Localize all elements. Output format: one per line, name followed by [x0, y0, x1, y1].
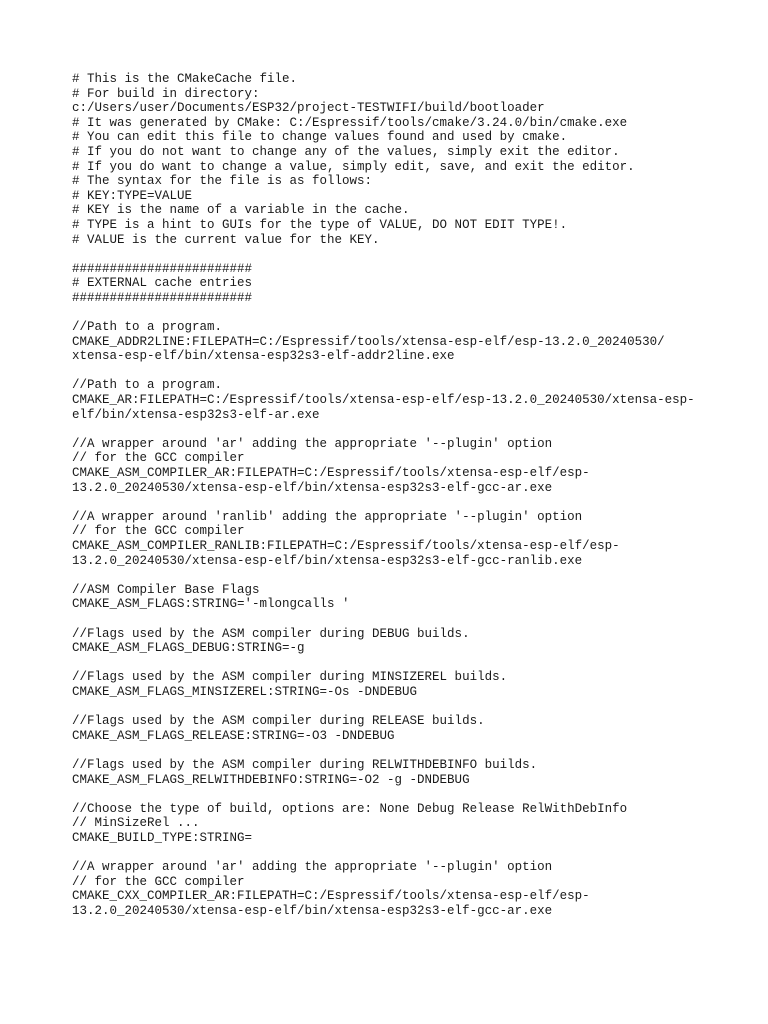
entry-comment: //Path to a program.	[72, 378, 223, 393]
entry-comment: // MinSizeRel ...	[72, 816, 200, 831]
text-line: # KEY:TYPE=VALUE	[72, 188, 193, 203]
entry-comment: // for the GCC compiler	[72, 874, 245, 889]
blank-line	[72, 700, 732, 715]
section-heading: # EXTERNAL cache entries	[72, 276, 253, 291]
entry-value: CMAKE_BUILD_TYPE:STRING=	[72, 830, 253, 845]
text-line: c:/Users/user/Documents/ESP32/project-TESTWIFI/build/bootloader	[72, 101, 545, 116]
entry-value: CMAKE_ASM_FLAGS_RELEASE:STRING=-O3 -DNDEBUG	[72, 728, 395, 743]
text-line: # If you do want to change a value, simply edit, save, and exit the editor.	[72, 159, 635, 174]
section-divider: ########################	[72, 290, 253, 305]
entry-value: CMAKE_ASM_COMPILER_AR:FILEPATH=C:/Espressif/tools/xtensa-esp-elf/esp-	[72, 466, 590, 481]
entry-value: CMAKE_ASM_FLAGS_MINSIZEREL:STRING=-Os -DNDEBUG	[72, 684, 418, 699]
entry-comment: //A wrapper around 'ar' adding the appropriate '--plugin' option	[72, 860, 553, 875]
blank-line	[72, 422, 732, 437]
entry-comment: //Flags used by the ASM compiler during DEBUG builds.	[72, 626, 470, 641]
blank-line	[72, 743, 732, 758]
entry-value: elf/bin/xtensa-esp32s3-elf-ar.exe	[72, 407, 320, 422]
entry-comment: //A wrapper around 'ranlib' adding the appropriate '--plugin' option	[72, 509, 583, 524]
entry-comment: //Flags used by the ASM compiler during RELEASE builds.	[72, 714, 485, 729]
entry-value: CMAKE_AR:FILEPATH=C:/Espressif/tools/xtensa-esp-elf/esp-13.2.0_20240530/xtensa-esp-	[72, 393, 695, 408]
blank-line	[72, 364, 732, 379]
blank-line	[72, 845, 732, 860]
blank-line	[72, 247, 732, 262]
entry-value: CMAKE_ADDR2LINE:FILEPATH=C:/Espressif/tools/xtensa-esp-elf/esp-13.2.0_20240530/	[72, 334, 665, 349]
entry-value: CMAKE_ASM_FLAGS_RELWITHDEBINFO:STRING=-O2 -g -DNDEBUG	[72, 772, 470, 787]
entry-value: 13.2.0_20240530/xtensa-esp-elf/bin/xtensa-esp32s3-elf-gcc-ar.exe	[72, 903, 553, 918]
entry-comment: //ASM Compiler Base Flags	[72, 582, 260, 597]
entry-value: 13.2.0_20240530/xtensa-esp-elf/bin/xtensa-esp32s3-elf-gcc-ar.exe	[72, 480, 553, 495]
entry-comment: //Path to a program.	[72, 320, 223, 335]
blank-line	[72, 656, 732, 671]
text-line: # It was generated by CMake: C:/Espressif/tools/cmake/3.24.0/bin/cmake.exe	[72, 115, 628, 130]
blank-line	[72, 306, 732, 321]
text-line: # You can edit this file to change values found and used by cmake.	[72, 130, 568, 145]
entry-comment: //A wrapper around 'ar' adding the appropriate '--plugin' option	[72, 436, 553, 451]
text-line: # TYPE is a hint to GUIs for the type of VALUE, DO NOT EDIT TYPE!.	[72, 217, 568, 232]
blank-line	[72, 612, 732, 627]
entry-comment: //Flags used by the ASM compiler during RELWITHDEBINFO builds.	[72, 757, 538, 772]
entry-comment: //Flags used by the ASM compiler during MINSIZEREL builds.	[72, 670, 508, 685]
entry-value: xtensa-esp-elf/bin/xtensa-esp32s3-elf-addr2line.exe	[72, 349, 455, 364]
section-divider: ########################	[72, 261, 253, 276]
blank-line	[72, 787, 732, 802]
entry-comment: // for the GCC compiler	[72, 524, 245, 539]
entry-value: 13.2.0_20240530/xtensa-esp-elf/bin/xtensa-esp32s3-elf-gcc-ranlib.exe	[72, 553, 583, 568]
text-line: # This is the CMakeCache file.	[72, 72, 298, 86]
text-line: # For build in directory:	[72, 86, 260, 101]
entry-comment: // for the GCC compiler	[72, 451, 245, 466]
document-page	[72, 72, 732, 918]
entry-value: CMAKE_ASM_FLAGS:STRING='-mlongcalls '	[72, 597, 350, 612]
text-line: # KEY is the name of a variable in the cache.	[72, 203, 410, 218]
text-line: # VALUE is the current value for the KEY.	[72, 232, 380, 247]
text-line: # The syntax for the file is as follows:	[72, 174, 373, 189]
entry-value: CMAKE_ASM_FLAGS_DEBUG:STRING=-g	[72, 641, 305, 656]
entry-comment: //Choose the type of build, options are: None Debug Release RelWithDebInfo	[72, 801, 628, 816]
blank-line	[72, 568, 732, 583]
entry-value: CMAKE_ASM_COMPILER_RANLIB:FILEPATH=C:/Espressif/tools/xtensa-esp-elf/esp-	[72, 539, 620, 553]
blank-line	[72, 495, 732, 510]
entry-value: CMAKE_CXX_COMPILER_AR:FILEPATH=C:/Espressif/tools/xtensa-esp-elf/esp-	[72, 889, 590, 904]
text-line: # If you do not want to change any of the values, simply exit the editor.	[72, 144, 620, 159]
